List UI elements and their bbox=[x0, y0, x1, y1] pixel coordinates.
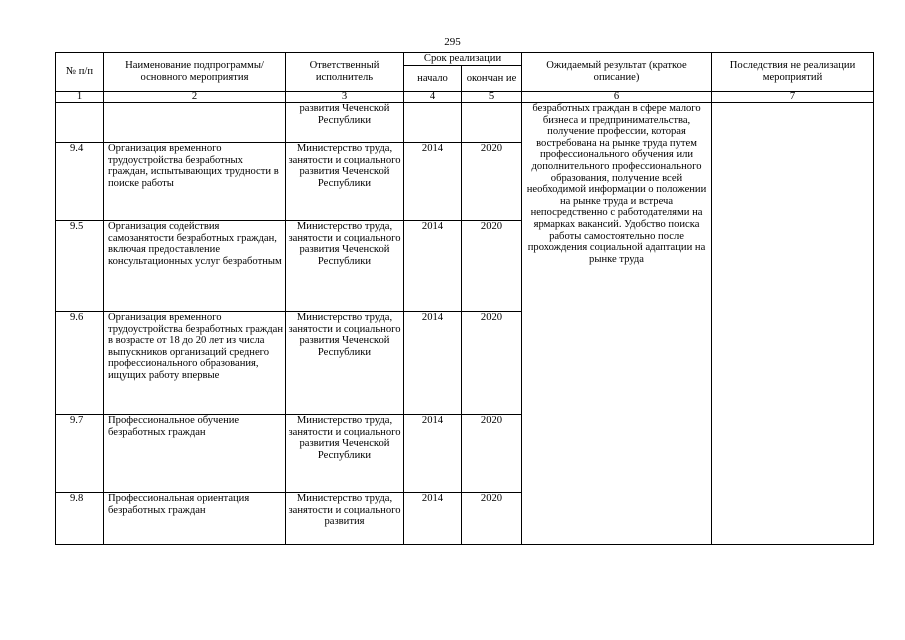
column-number-row bbox=[56, 92, 874, 103]
row-name: Профессиональное обучение безработных граждан bbox=[104, 415, 286, 493]
row-number: 9.6 bbox=[56, 312, 104, 415]
row-responsible: Министерство труда, занятости и социального развития bbox=[286, 493, 404, 545]
column-number: 5 bbox=[462, 92, 522, 103]
row-number bbox=[56, 103, 104, 143]
column-number: 2 bbox=[104, 92, 286, 103]
row-responsible: Министерство труда, занятости и социального развития Чеченской Республики bbox=[286, 143, 404, 221]
row-name bbox=[104, 103, 286, 143]
row-end-year bbox=[462, 103, 522, 143]
row-responsible: Министерство труда, занятости и социального развития Чеченской Республики bbox=[286, 312, 404, 415]
row-end-year: 2020 bbox=[462, 143, 522, 221]
row-responsible: Министерство труда, занятости и социального развития Чеченской Республики bbox=[286, 415, 404, 493]
row-start-year: 2014 bbox=[404, 221, 462, 312]
row-end-year: 2020 bbox=[462, 493, 522, 545]
row-start-year: 2014 bbox=[404, 415, 462, 493]
expected-result: безработных граждан в сфере малого бизнеса и предпринимательства, получение профессии, которая востребована на рынке труда путем профессионального обучения или дополнительного профессионального образования, получение всей необходимой информации о положении на рынке труда и встреча непосредственно с работодателями на ярмарках вакансий. Удобство поиска работы самостоятельно после прохождения социальной адаптации на рынке труда bbox=[522, 103, 712, 545]
row-number: 9.8 bbox=[56, 493, 104, 545]
header-responsible: Ответственный исполнитель bbox=[286, 53, 404, 92]
row-start-year: 2014 bbox=[404, 493, 462, 545]
header-start: начало bbox=[404, 66, 462, 92]
column-number: 4 bbox=[404, 92, 462, 103]
page-number: 295 bbox=[444, 36, 461, 48]
row-number: 9.7 bbox=[56, 415, 104, 493]
column-number: 7 bbox=[712, 92, 874, 103]
column-number: 6 bbox=[522, 92, 712, 103]
row-name: Организация временного трудоустройства безработных граждан в возрасте от 18 до 20 лет из числа выпускников организаций среднего профессионального образования, ищущих работу впервые bbox=[104, 312, 286, 415]
row-name: Организация содействия самозанятости безработных граждан, включая предоставление консультационных услуг безработным bbox=[104, 221, 286, 312]
row-name: Организация временного трудоустройства безработных граждан, испытывающих трудности в поиске работы bbox=[104, 143, 286, 221]
row-number: 9.5 bbox=[56, 221, 104, 312]
column-number: 1 bbox=[56, 92, 104, 103]
header-consequences: Последствия не реализации мероприятий bbox=[712, 53, 874, 92]
column-number: 3 bbox=[286, 92, 404, 103]
row-name: Профессиональная ориентация безработных граждан bbox=[104, 493, 286, 545]
row-start-year: 2014 bbox=[404, 312, 462, 415]
header-name: Наименование подпрограммы/ основного мероприятия bbox=[104, 53, 286, 92]
row-start-year bbox=[404, 103, 462, 143]
row-responsible: развития Чеченской Республики bbox=[286, 103, 404, 143]
header-end: окончан ие bbox=[462, 66, 522, 92]
consequences bbox=[712, 103, 874, 545]
header-result: Ожидаемый результат (краткое описание) bbox=[522, 53, 712, 92]
row-number: 9.4 bbox=[56, 143, 104, 221]
header-period: Срок реализации bbox=[404, 53, 522, 66]
header-number: № п/п bbox=[56, 53, 104, 92]
row-end-year: 2020 bbox=[462, 221, 522, 312]
row-end-year: 2020 bbox=[462, 415, 522, 493]
table-row bbox=[56, 103, 874, 143]
measures-table bbox=[55, 52, 874, 545]
row-responsible: Министерство труда, занятости и социального развития Чеченской Республики bbox=[286, 221, 404, 312]
row-end-year: 2020 bbox=[462, 312, 522, 415]
row-start-year: 2014 bbox=[404, 143, 462, 221]
